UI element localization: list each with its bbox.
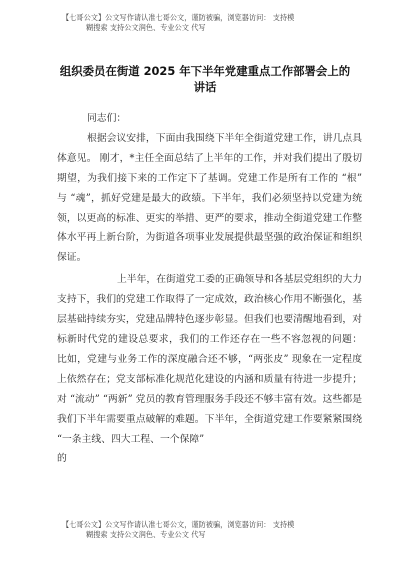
paragraph-2-tail: 的 [57, 453, 67, 465]
title-line-1: 组织委员在街道 2025 年下半年党建重点工作部署会上的 [59, 64, 351, 78]
footer-banner [62, 520, 362, 540]
paragraph-2: 上半年，在街道党工委的正确领导和各基层党组织的大力支持下，我们的党建工作取得了一定成效，政治核心作用不断强化，基层基础持续夯实，党建品牌特色逐步彰显。但我们也要清醒地看到，对标新时代党的建设总要求，我们的工作还存在一些不容忽视的问题： 比如，党建与业务工作的深度融合还不够，“两张皮” 现象在一定程度上依然存在；党支部标准化规范化建设的内涵和质量有待进一步提升；对 “流动” “两新” 党员的教育管理服务手段还不够丰富有效。这些都是我们下半年需要重点破解的难题。下半年，全街道党建工作要紧紧围绕 “一条主线、四大工程、一个保障” [57, 274, 362, 445]
header-banner-line2: 糊搜索 支持公文润色、专业公文 代写 [86, 23, 206, 32]
footer-banner-line2: 糊搜索 支持公文润色、专业公文 代写 [86, 530, 206, 539]
footer-banner-line1: 【七哥公文】公文写作请认准七哥公文，谨防被骗，浏览器访问： 支持模 [62, 520, 295, 529]
header-banner [62, 13, 362, 33]
header-banner-line1: 【七哥公文】公文写作请认准七哥公文，谨防被骗，浏览器访问： 支持模 [62, 13, 295, 22]
document-body [57, 109, 362, 469]
paragraph-1: 根据会议安排，下面由我围绕下半年全街道党建工作，讲几点具体意见。 刚才，*主任全面总结了上半年的工作，并对我们提出了殷切期望，为我们接下来的工作定下了基调。党建工作是所有工作的 “根” 与 “魂”，抓好党建是最大的政绩。下半年，我们必须坚持以党建为统领，以更高的标准、更实的举措、更严的要求，推动全街道党建工作整体水平再上新台阶，为街道各项事业发展提供最坚强的政治保证和组织保证。 [57, 132, 362, 264]
title-line-2: 讲话 [193, 80, 217, 94]
salutation: 同志们： [87, 113, 127, 124]
document-title [30, 63, 380, 95]
